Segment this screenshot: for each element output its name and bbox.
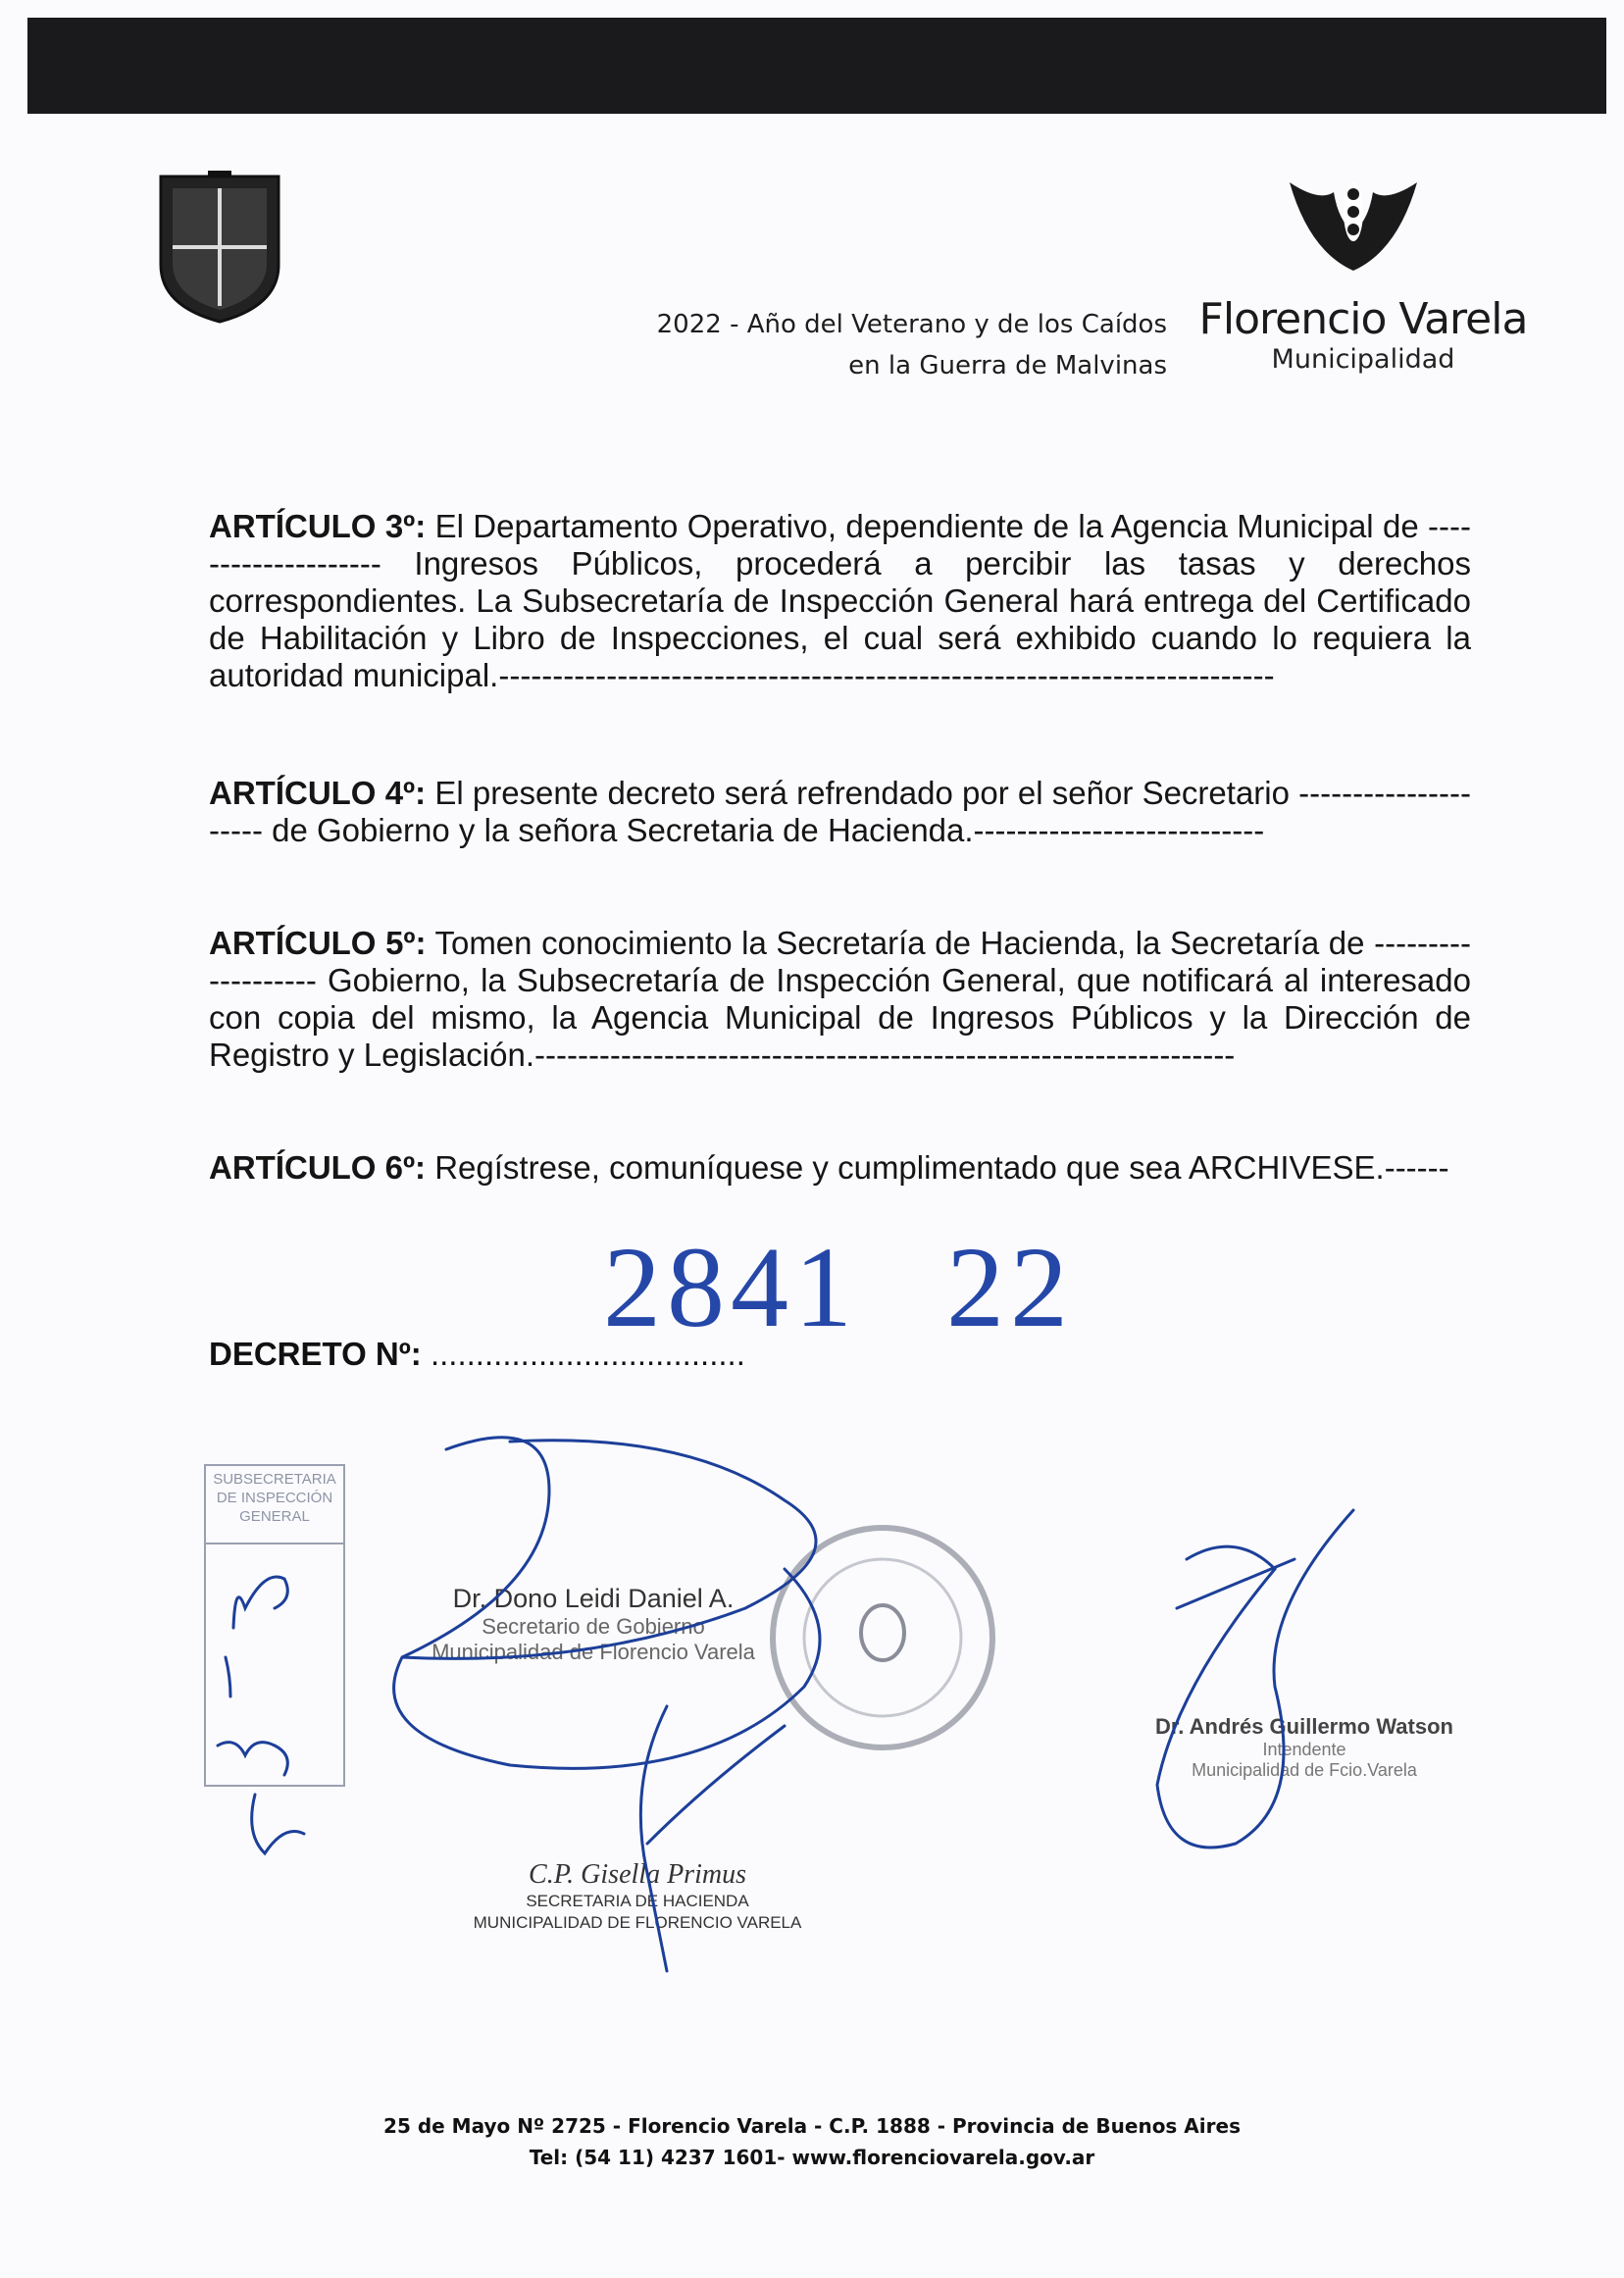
brand-subtitle: Municipalidad [1271, 344, 1455, 375]
hacienda-name: C.P. Gisella Primus [529, 1859, 746, 1890]
article-5 [209, 925, 1471, 1074]
gobierno-org: Municipalidad de Florencio Varela [431, 1640, 755, 1664]
article-3-text: El Departamento Operativo, dependiente de la Agencia Municipal de -------------------- Ingresos Públicos, procederá a percibir las tasas y derechos correspondientes. La Subsecretaría de Inspección General hará entrega del Certificado de Habilitación y Libro de Inspecciones, el cual será exhibido cuando lo requiera la autoridad municipal.------------------------------------------------------------------------ [209, 508, 1472, 693]
motto-line-1: 2022 - Año del Veterano y de los Caídos [656, 310, 1167, 339]
inspection-stamp-box [204, 1464, 345, 1787]
decree-year: 22 [946, 1223, 1074, 1351]
footer-address: 25 de Mayo Nº 2725 - Florencio Varela - C.P. 1888 - Provincia de Buenos Aires [383, 2114, 1241, 2138]
signature-block-intendente [1147, 1714, 1461, 1781]
signature-block-hacienda [441, 1859, 834, 1934]
article-4-label: ARTÍCULO 4º: [209, 775, 427, 811]
intendente-role: Intendente [1262, 1740, 1346, 1759]
commemorative-motto [549, 304, 1167, 386]
decree-number-stamp [603, 1221, 1074, 1354]
decree-dots: ................................... [430, 1336, 745, 1372]
intendente-org: Municipalidad de Fcio.Varela [1192, 1760, 1417, 1780]
footer-contact: Tel: (54 11) 4237 1601- www.florenciovarela.gov.ar [529, 2146, 1095, 2169]
article-4 [209, 775, 1471, 849]
page-footer [294, 2110, 1330, 2173]
decree-label: DECRETO Nº: [209, 1336, 422, 1372]
municipal-shield-logo [155, 169, 284, 326]
article-6-text: Regístrese, comuníquese y cumplimentado que sea ARCHIVESE.------ [434, 1149, 1449, 1186]
brand-name: Florencio Varela [1198, 294, 1528, 344]
hacienda-org: MUNICIPALIDAD DE FLORENCIO VARELA [473, 1913, 802, 1932]
hacienda-role: SECRETARIA DE HACIENDA [526, 1892, 749, 1910]
gobierno-name: Dr. Dono Leidi Daniel A. [452, 1584, 735, 1613]
motto-line-2: en la Guerra de Malvinas [848, 351, 1167, 380]
intendente-name: Dr. Andrés Guillermo Watson [1155, 1714, 1453, 1739]
scan-top-bar [27, 18, 1606, 114]
municipal-seal [760, 1515, 1005, 1760]
article-6 [209, 1149, 1471, 1187]
article-4-text: El presente decreto será refrendado por el señor Secretario --------------------- de Gobierno y la señora Secretaria de Hacienda.--------------------------- [209, 775, 1472, 848]
article-3 [209, 508, 1471, 694]
inspection-stamp-header: SUBSECRETARIA DE INSPECCIÓN GENERAL [206, 1466, 343, 1544]
signature-block-gobierno [417, 1584, 770, 1665]
article-6-label: ARTÍCULO 6º: [209, 1149, 427, 1186]
article-5-label: ARTÍCULO 5º: [209, 925, 427, 961]
gobierno-role: Secretario de Gobierno [482, 1614, 705, 1639]
florencio-varela-flower-logo [1280, 173, 1427, 280]
decree-line [209, 1336, 745, 1373]
article-3-label: ARTÍCULO 3º: [209, 508, 427, 544]
decree-number: 2841 [603, 1223, 858, 1351]
article-5-text: Tomen conocimiento la Secretaría de Hacienda, la Secretaría de ------------------- Gobierno, la Subsecretaría de Inspección General, que notificará al interesado con copia del mismo, la Agencia Municipal de Ingresos Públicos y la Dirección de Registro y Legislación.----------------------------------------------------------------- [209, 925, 1472, 1073]
